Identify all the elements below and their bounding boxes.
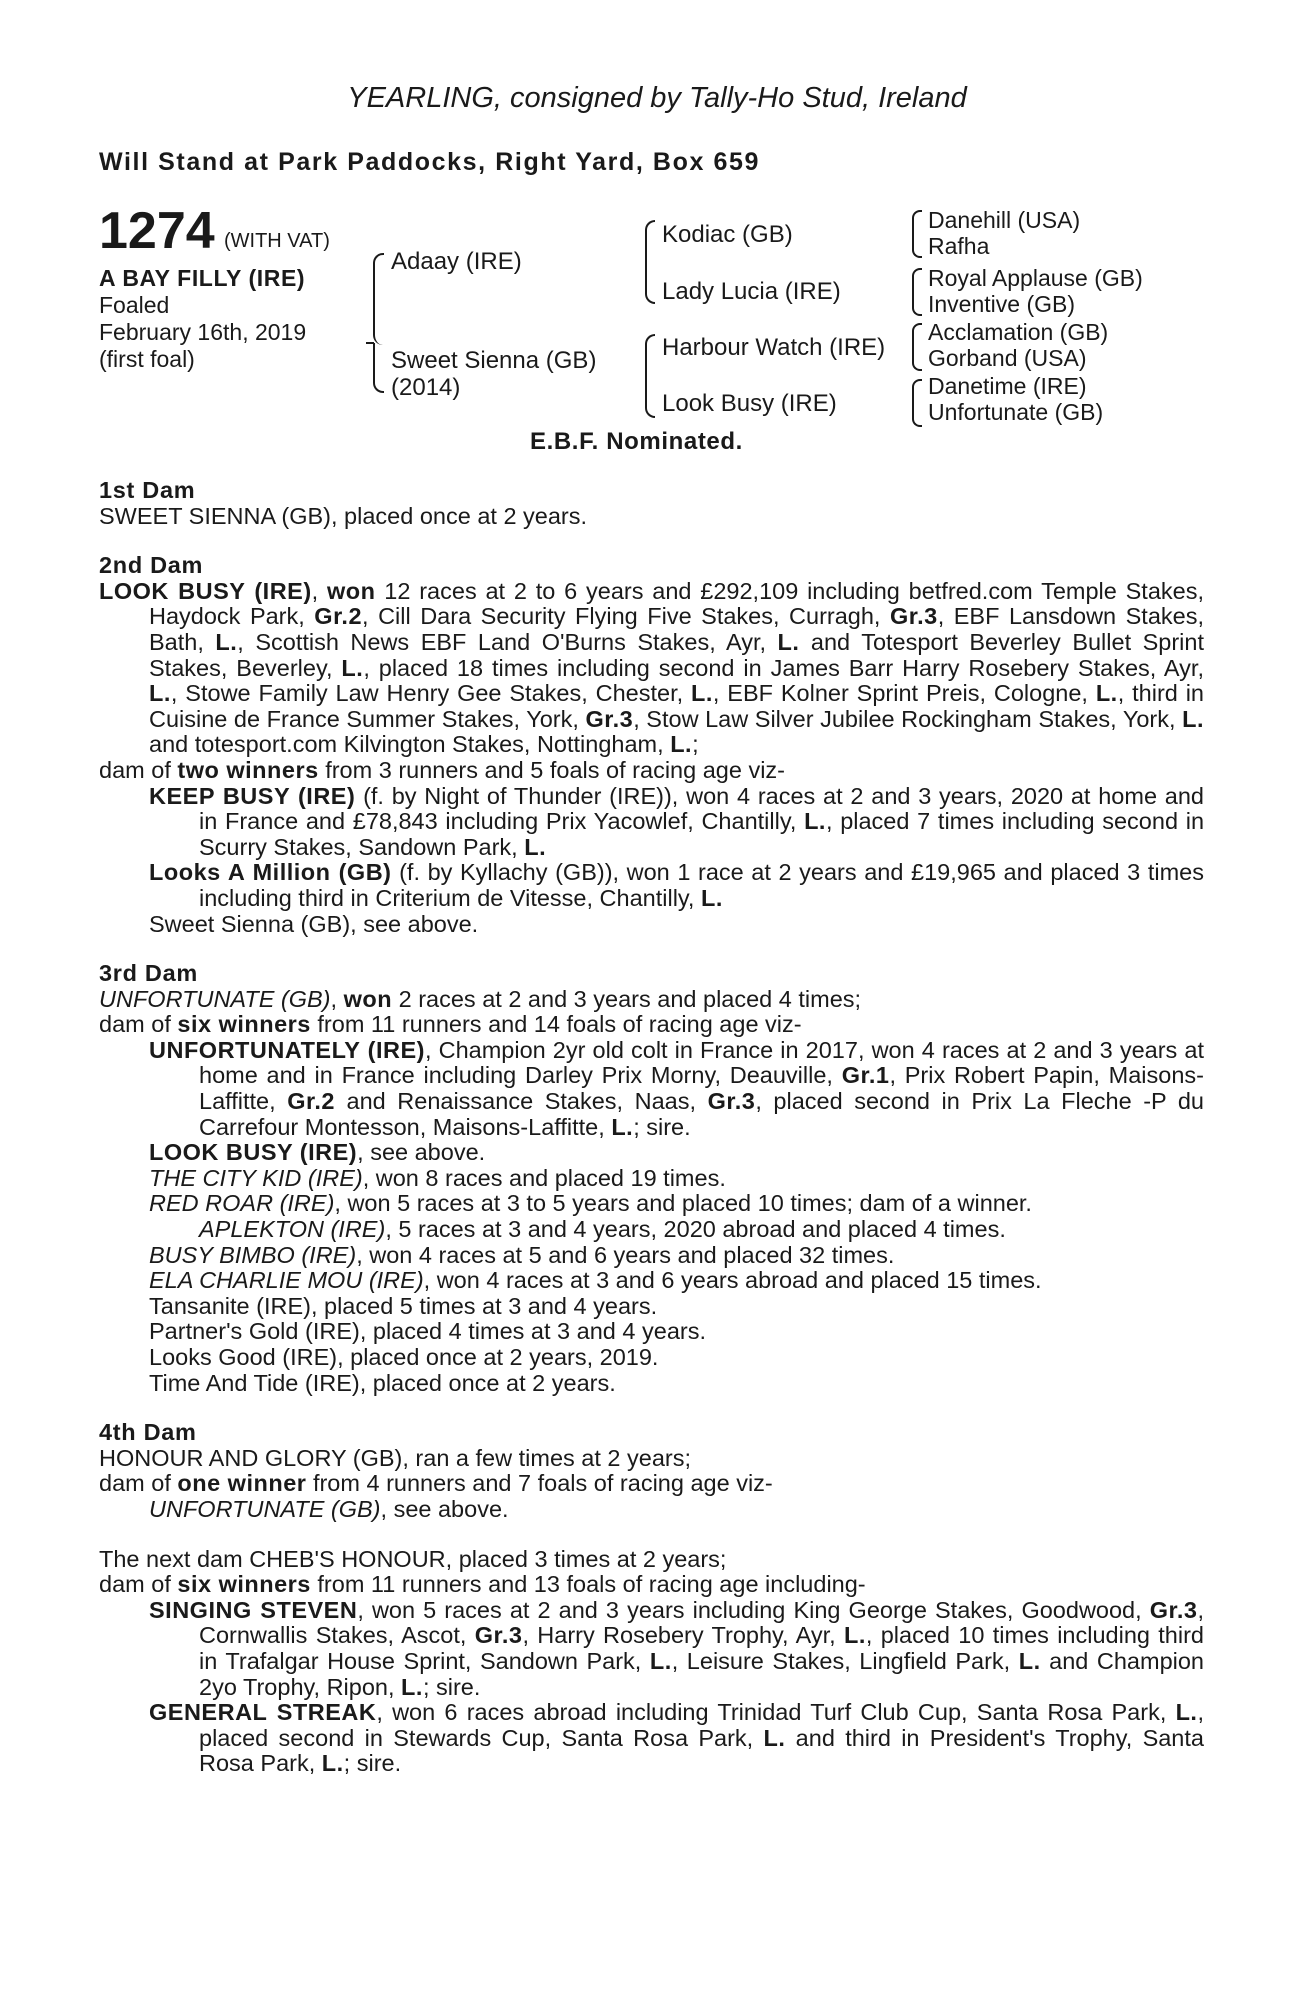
pedigree-sire-sire: Kodiac (GB) [662, 221, 793, 248]
record-text: , Leisure Stakes, Lingfield Park, [671, 1647, 1019, 1674]
record-text: two winners [177, 756, 319, 783]
record-text: 2 races at 2 and 3 years and placed 4 times; [392, 985, 862, 1012]
foaled-date: February 16th, 2019 [99, 319, 307, 345]
record-text: one winner [177, 1470, 307, 1497]
record-text: from 3 runners and 5 foals of racing age viz- [318, 756, 785, 783]
pedigree-brace [912, 379, 922, 427]
record-text: 12 races at 2 to 6 years and £292,109 including betfred.com Temple Stakes, Haydock Park, [149, 577, 1204, 630]
record-text: six winners [177, 1571, 311, 1598]
record-entry [99, 1497, 1204, 1523]
record-text: , see above. [357, 1139, 486, 1166]
record-text: SINGING STEVEN [149, 1596, 358, 1623]
record-text: , placed second in Prix La Fleche -P du Carrefour Montesson, Maisons-Laffitte, [199, 1088, 1204, 1140]
record-entry [99, 1598, 1204, 1700]
record-text: L. [341, 654, 364, 681]
family-section [99, 478, 1204, 529]
record-text: dam of [99, 756, 178, 783]
record-entry [99, 1191, 1204, 1217]
record-text: , see above. [380, 1495, 509, 1522]
record-text: Looks A Million (GB) [149, 859, 392, 886]
record-text: Gr.2 [314, 603, 363, 630]
pedigree-ggs-4: Danetime (IRE) [928, 373, 1087, 399]
record-text: ; sire. [633, 1113, 691, 1140]
record-text: KEEP BUSY (IRE) [149, 782, 356, 809]
record-text: ; sire. [343, 1750, 402, 1777]
record-text: Gr.3 [1149, 1596, 1198, 1623]
foaled-label: Foaled [99, 292, 170, 318]
record-text: L. [611, 1113, 634, 1140]
family-section [99, 553, 1204, 937]
record-text: and Renaissance Stakes, Naas, [334, 1088, 708, 1115]
record-text: , EBF Lansdown Stakes, Bath, [149, 603, 1204, 655]
record-text: Tansanite (IRE), placed 5 times at 3 and 4 years. [149, 1292, 658, 1319]
family-section [99, 1420, 1204, 1522]
record-text: Gr.3 [707, 1088, 756, 1115]
pedigree-sire: Adaay (IRE) [391, 248, 522, 275]
record-text: Looks Good (IRE), placed once at 2 years, 2019. [149, 1344, 659, 1370]
record-text: GENERAL STREAK [149, 1699, 377, 1726]
pedigree-brace [912, 323, 922, 371]
pedigree-dam-year: (2014) [391, 374, 461, 401]
pedigree-ggs-3: Acclamation (GB) [928, 319, 1109, 345]
record-text: L. [843, 1622, 866, 1649]
record-text: dam of [99, 1470, 178, 1497]
record-text: RED ROAR (IRE) [149, 1190, 335, 1217]
record-entry [99, 1700, 1204, 1777]
record-text: Partner's Gold (IRE), placed 4 times at 3 and 4 years. [149, 1318, 706, 1345]
record-text: BUSY BIMBO (IRE) [149, 1241, 357, 1268]
pedigree-ggd-4: Unfortunate (GB) [928, 399, 1104, 425]
record-text: L. [691, 680, 713, 707]
record-entry [99, 1140, 1204, 1166]
record-text: , placed second in Stewards Cup, Santa Rosa Park, [199, 1699, 1204, 1751]
pedigree-ggs-2: Royal Applause (GB) [928, 265, 1143, 291]
pedigree-dam-dam: Look Busy (IRE) [662, 390, 837, 417]
record-text: , [311, 577, 327, 604]
record-entry [99, 1268, 1204, 1294]
record-text: L. [763, 1724, 786, 1751]
ebf-nomination: E.B.F. Nominated. [530, 428, 743, 455]
record-text: , won 5 races at 3 to 5 years and placed 10 times; dam of a winner. [334, 1190, 1032, 1217]
record-text: Gr.2 [287, 1088, 335, 1115]
record-text: (f. by Kyllachy (GB)), won 1 race at 2 years and £19,965 and placed 3 times including third in Criterium de Vitesse, Chantilly, [199, 859, 1204, 911]
record-text: L. [149, 680, 171, 707]
record-entry [99, 860, 1204, 911]
record-text: UNFORTUNATE (GB) [99, 985, 331, 1012]
pedigree-ggd-2: Inventive (GB) [928, 291, 1075, 317]
record-entry [99, 912, 1204, 938]
record-entry [99, 1012, 1204, 1038]
record-text: , Stow Law Silver Jubilee Rockingham Stakes, York, [633, 705, 1183, 732]
record-text: L. [524, 833, 547, 860]
foal-note: (first foal) [99, 346, 195, 372]
record-text: Time And Tide (IRE), placed once at 2 years. [149, 1369, 616, 1396]
record-text: Gr.1 [841, 1062, 890, 1089]
record-text: , won 4 races at 3 and 6 years abroad and placed 15 times. [423, 1267, 1042, 1294]
record-text: , won 4 races at 5 and 6 years and placed 32 times. [356, 1241, 895, 1268]
pedigree-brace [373, 253, 384, 345]
pedigree-brace [912, 268, 922, 316]
record-text: six winners [177, 1011, 311, 1038]
record-text: Gr.3 [474, 1622, 523, 1649]
record-text: dam of [99, 1011, 178, 1038]
record-text: dam of [99, 1571, 178, 1598]
record-text: L. [215, 628, 238, 655]
horse-description: A BAY FILLY (IRE) [99, 265, 306, 291]
record-text: , EBF Kolner Sprint Preis, Cologne, [712, 680, 1096, 707]
pedigree-ggd-1: Rafha [928, 233, 990, 259]
record-entry [99, 1547, 1204, 1573]
section-heading: 2nd Dam [99, 552, 204, 579]
record-text: from 11 runners and 14 foals of racing age viz- [310, 1011, 802, 1038]
record-text: and third in President's Trophy, Santa Rosa Park, [199, 1724, 1204, 1777]
record-entry [99, 987, 1204, 1013]
record-text: Gr.3 [585, 705, 634, 732]
record-text: The next dam CHEB'S HONOUR, placed 3 times at 2 years; [99, 1545, 727, 1572]
record-text: APLEKTON (IRE) [199, 1216, 386, 1243]
record-text: from 4 runners and 7 foals of racing age viz- [306, 1470, 773, 1497]
record-entry [99, 1294, 1204, 1320]
record-text: and Champion 2yo Trophy, Ripon, [199, 1647, 1204, 1700]
record-text: ; sire. [422, 1673, 481, 1700]
record-text: UNFORTUNATELY (IRE) [149, 1036, 425, 1063]
section-heading: 3rd Dam [99, 960, 198, 987]
record-text: L. [701, 884, 723, 911]
catalogue-header: YEARLING, consigned by Tally-Ho Stud, Ireland [347, 82, 967, 114]
record-text: L. [804, 808, 826, 835]
lot-number: 1274 [99, 202, 215, 260]
section-heading: 4th Dam [99, 1419, 197, 1446]
record-entry [99, 784, 1204, 861]
record-text: , won 6 races abroad including Trinidad Turf Club Cup, Santa Rosa Park, [376, 1699, 1176, 1726]
record-text: ; [692, 731, 699, 758]
record-entry [99, 1572, 1204, 1598]
record-text: SWEET SIENNA (GB), placed once at 2 years. [99, 502, 588, 529]
record-text: , placed 10 times including third in Trafalgar House Sprint, Sandown Park, [199, 1622, 1204, 1674]
record-entry [99, 504, 1204, 530]
record-text: and Totesport Beverley Bullet Sprint Stakes, Beverley, [149, 628, 1205, 681]
record-text: Sweet Sienna (GB), see above. [149, 910, 479, 937]
record-text: L. [1018, 1647, 1041, 1674]
record-entry [99, 1166, 1204, 1192]
record-text: L. [401, 1673, 423, 1700]
record-text: , Cornwallis Stakes, Ascot, [199, 1596, 1204, 1649]
record-text: , third in Cuisine de France Summer Stakes, York, [149, 680, 1204, 732]
record-entry [99, 1371, 1204, 1397]
record-text: from 11 runners and 13 foals of racing age including- [310, 1571, 866, 1598]
record-text: L. [1095, 680, 1118, 707]
pedigree-brace [645, 220, 655, 304]
record-text: , Cill Dara Security Flying Five Stakes, Curragh, [362, 603, 890, 630]
record-entry [99, 1471, 1204, 1497]
stand-location: Will Stand at Park Paddocks, Right Yard, Box 659 [99, 148, 761, 176]
record-entry [99, 1217, 1204, 1243]
pedigree-brace [645, 334, 655, 418]
pedigree-brace-tie [366, 342, 374, 344]
record-text: , Champion 2yr old colt in France in 2017, won 4 races at 2 and 3 years at home and in France including Darley Prix Morny, Deauville, [199, 1036, 1204, 1089]
record-text: L. [1175, 1699, 1198, 1726]
record-entry [99, 1243, 1204, 1269]
record-text: , placed 18 times including second in James Barr Harry Rosebery Stakes, Ayr, [363, 654, 1204, 681]
record-text: and totesport.com Kilvington Stakes, Nottingham, [149, 731, 671, 758]
record-text: L. [321, 1750, 344, 1777]
record-text: L. [670, 731, 693, 758]
record-text: L. [777, 628, 800, 655]
pedigree-dam-sire: Harbour Watch (IRE) [662, 334, 886, 361]
record-text: , 5 races at 3 and 4 years, 2020 abroad and placed 4 times. [385, 1216, 1006, 1243]
record-entry [99, 758, 1204, 784]
record-text: , placed 7 times including second in Scurry Stakes, Sandown Park, [199, 808, 1205, 860]
record-entry [99, 1038, 1204, 1140]
record-text: , Harry Rosebery Trophy, Ayr, [522, 1622, 844, 1649]
record-text: Gr.3 [889, 603, 938, 630]
record-text: (f. by Night of Thunder (IRE)), won 4 races at 2 and 3 years, 2020 at home and in France and £78,843 including Prix Yacowlef, Chantilly, [199, 782, 1204, 835]
pedigree-brace [373, 343, 384, 393]
record-text: UNFORTUNATE (GB) [149, 1495, 381, 1522]
record-text: , won 8 races and placed 19 times. [362, 1164, 726, 1191]
record-text: , Stowe Family Law Henry Gee Stakes, Chester, [170, 680, 692, 707]
record-entry [99, 1446, 1204, 1472]
record-entry [99, 579, 1204, 758]
record-text: , won 5 races at 2 and 3 years including King George Stakes, Goodwood, [357, 1596, 1150, 1623]
pedigree-brace [912, 210, 922, 258]
vat-note: (WITH VAT) [224, 230, 330, 252]
family-section [99, 1547, 1204, 1777]
pedigree-ggs-1: Danehill (USA) [928, 207, 1081, 233]
record-text: HONOUR AND GLORY (GB), ran a few times at 2 years; [99, 1444, 692, 1471]
record-text: ELA CHARLIE MOU (IRE) [149, 1267, 424, 1294]
record-text: LOOK BUSY (IRE) [149, 1139, 358, 1166]
section-heading: 1st Dam [99, 477, 196, 503]
record-text: won [343, 985, 393, 1012]
record-entry [99, 1345, 1204, 1371]
record-text: won [327, 577, 376, 604]
pedigree-dam: Sweet Sienna (GB) [391, 347, 597, 374]
record-text: LOOK BUSY (IRE) [99, 577, 312, 604]
pedigree-sire-dam: Lady Lucia (IRE) [662, 278, 841, 305]
record-text: L. [1182, 705, 1204, 732]
pedigree-ggd-3: Gorband (USA) [928, 345, 1087, 371]
record-text: L. [649, 1647, 672, 1674]
record-text: , [330, 985, 344, 1012]
record-text: , Scottish News EBF Land O'Burns Stakes, Ayr, [237, 628, 778, 655]
produce-record [99, 478, 1204, 1777]
record-text: , Prix Robert Papin, Maisons-Laffitte, [199, 1062, 1204, 1115]
record-text: THE CITY KID (IRE) [149, 1164, 363, 1191]
family-section [99, 961, 1204, 1396]
record-entry [99, 1319, 1204, 1345]
